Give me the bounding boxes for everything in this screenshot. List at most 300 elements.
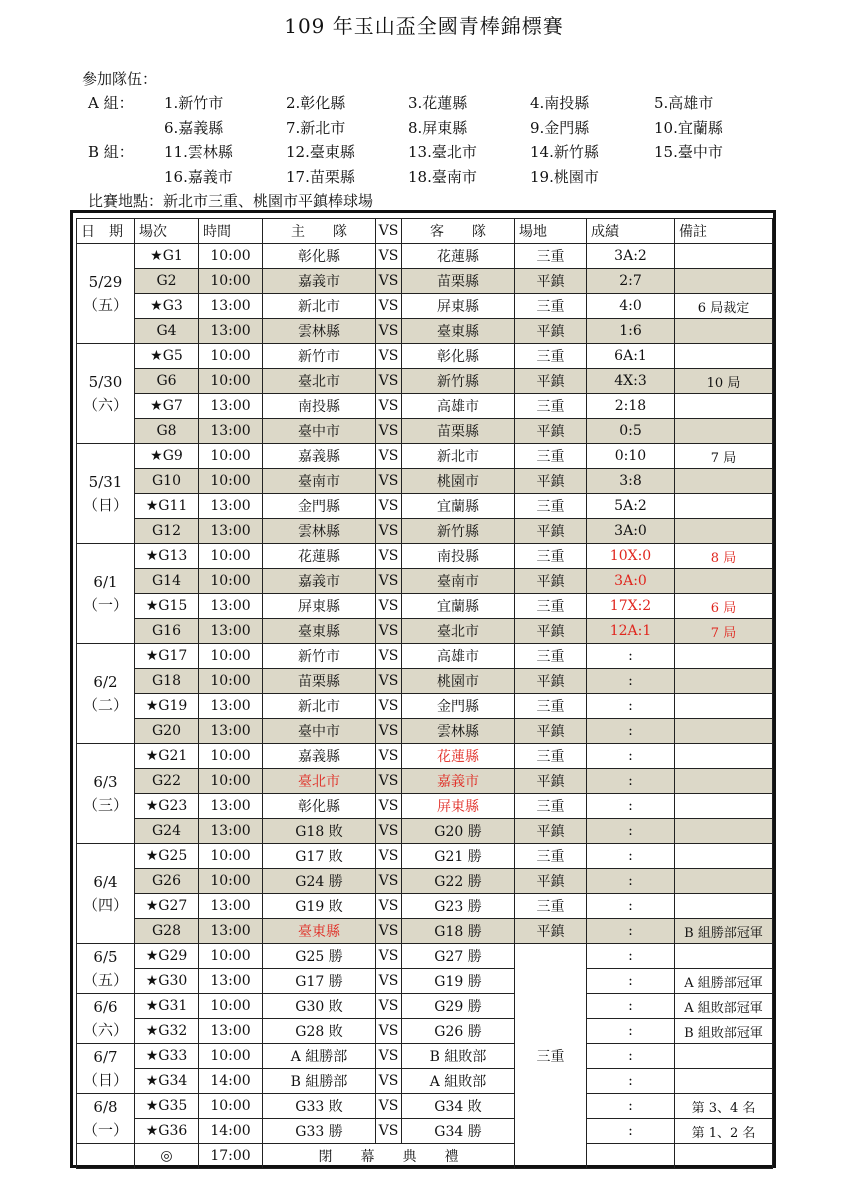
closing-symbol: ◎ (135, 1144, 199, 1169)
field-name: 平鎮 (515, 819, 587, 844)
closing-time: 17:00 (199, 1144, 263, 1169)
game-time: 10:00 (199, 244, 263, 269)
vs-label: VS (376, 544, 402, 569)
team-name: 2.彰化縣 (286, 94, 346, 112)
home-team: 彰化縣 (263, 244, 376, 269)
field-name: 三重 (515, 544, 587, 569)
table-row (77, 419, 773, 444)
table-row (77, 669, 773, 694)
game-score: 2:18 (587, 394, 675, 419)
team-name: 3.花蓮縣 (408, 94, 468, 112)
away-team: 臺東縣 (402, 319, 515, 344)
away-team: G29 勝 (402, 994, 515, 1019)
table-row (77, 244, 773, 269)
away-team: 花蓮縣 (402, 244, 515, 269)
team-name: 4.南投縣 (530, 94, 590, 112)
home-team: 雲林縣 (263, 519, 376, 544)
game-id: ★G17 (135, 644, 199, 669)
field-name-merged: 三重 (515, 944, 587, 1169)
game-id: G2 (135, 269, 199, 294)
away-team: 桃園市 (402, 469, 515, 494)
header-field: 場地 (515, 219, 587, 244)
vs-label: VS (376, 1019, 402, 1044)
game-score: : (587, 1069, 675, 1094)
team-name: 9.金門縣 (530, 118, 590, 137)
team-name: 12.臺東縣 (286, 143, 355, 161)
game-time: 10:00 (199, 944, 263, 969)
group-label: A 組： (88, 94, 134, 112)
game-time: 14:00 (199, 1119, 263, 1144)
away-team: 新北市 (402, 444, 515, 469)
home-team: 苗栗縣 (263, 669, 376, 694)
date-cell (77, 544, 135, 644)
table-row (77, 794, 773, 819)
game-time: 14:00 (199, 1069, 263, 1094)
away-team: G18 勝 (402, 919, 515, 944)
vs-label: VS (376, 344, 402, 369)
game-time: 10:00 (199, 544, 263, 569)
table-row (77, 869, 773, 894)
game-note: B 組勝部冠軍 (675, 919, 773, 944)
vs-label: VS (376, 694, 402, 719)
game-id: ★G33 (135, 1044, 199, 1069)
weekday-text: （日） (82, 1070, 128, 1089)
vs-label: VS (376, 944, 402, 969)
game-note (675, 519, 773, 544)
date-cell (77, 244, 135, 344)
game-time: 13:00 (199, 319, 263, 344)
game-score: : (587, 644, 675, 669)
away-team: G20 勝 (402, 819, 515, 844)
game-id: ★G29 (135, 944, 199, 969)
game-score: : (587, 669, 675, 694)
game-note (675, 1044, 773, 1069)
vs-label: VS (376, 519, 402, 544)
away-team: 宜蘭縣 (402, 494, 515, 519)
table-row (77, 919, 773, 944)
field-name: 三重 (515, 744, 587, 769)
game-note (675, 844, 773, 869)
field-name: 三重 (515, 244, 587, 269)
home-team: B 組勝部 (263, 1069, 376, 1094)
table-row (77, 619, 773, 644)
home-team: G18 敗 (263, 819, 376, 844)
game-score: 6A:1 (587, 344, 675, 369)
field-name: 三重 (515, 344, 587, 369)
table-row (77, 844, 773, 869)
away-team: 臺南市 (402, 569, 515, 594)
game-note (675, 869, 773, 894)
team-name: 7.新北市 (286, 118, 346, 137)
game-note (675, 269, 773, 294)
game-time: 13:00 (199, 694, 263, 719)
away-team: G34 敗 (402, 1094, 515, 1119)
away-team: 高雄市 (402, 644, 515, 669)
game-time: 13:00 (199, 1019, 263, 1044)
weekday-text: （五） (82, 970, 128, 989)
team-name: 15.臺中市 (654, 143, 723, 161)
game-id: G10 (135, 469, 199, 494)
game-id: ★G1 (135, 244, 199, 269)
game-time: 10:00 (199, 569, 263, 594)
table-row (77, 994, 773, 1019)
field-name: 三重 (515, 844, 587, 869)
away-team: 屏東縣 (402, 294, 515, 319)
game-id: ★G34 (135, 1069, 199, 1094)
team-name: 5.高雄市 (654, 94, 714, 112)
field-name: 平鎮 (515, 919, 587, 944)
away-team: 嘉義市 (402, 769, 515, 794)
game-id: G14 (135, 569, 199, 594)
game-time: 10:00 (199, 1044, 263, 1069)
game-note (675, 719, 773, 744)
game-id: G28 (135, 919, 199, 944)
game-score: 3A:0 (587, 569, 675, 594)
date-cell (77, 844, 135, 944)
date-cell (77, 994, 135, 1044)
date-cell (77, 1044, 135, 1094)
game-time: 10:00 (199, 369, 263, 394)
table-row (77, 469, 773, 494)
game-note (675, 319, 773, 344)
field-name: 平鎮 (515, 669, 587, 694)
game-score: : (587, 969, 675, 994)
date-cell (77, 744, 135, 844)
game-score: 3A:0 (587, 519, 675, 544)
table-header-row (77, 219, 773, 244)
field-name: 三重 (515, 644, 587, 669)
header-time: 時間 (199, 219, 263, 244)
home-team: G33 勝 (263, 1119, 376, 1144)
game-score: : (587, 919, 675, 944)
game-score: : (587, 869, 675, 894)
field-name: 三重 (515, 594, 587, 619)
vs-label: VS (376, 269, 402, 294)
game-score: : (587, 1119, 675, 1144)
away-team: G27 勝 (402, 944, 515, 969)
field-name: 平鎮 (515, 319, 587, 344)
home-team: 臺中市 (263, 419, 376, 444)
game-time: 13:00 (199, 519, 263, 544)
weekday-text: （一） (82, 1120, 128, 1139)
game-note (675, 769, 773, 794)
away-team: G22 勝 (402, 869, 515, 894)
vs-label: VS (376, 419, 402, 444)
table-row (77, 644, 773, 669)
vs-label: VS (376, 719, 402, 744)
vs-label: VS (376, 469, 402, 494)
game-time: 10:00 (199, 269, 263, 294)
home-team: 花蓮縣 (263, 544, 376, 569)
date-text: 5/29 (88, 272, 123, 291)
table-row (77, 1094, 773, 1119)
game-id: ★G30 (135, 969, 199, 994)
date-text: 6/4 (93, 872, 118, 891)
vs-label: VS (376, 644, 402, 669)
header-home: 主 隊 (263, 219, 376, 244)
field-name: 平鎮 (515, 769, 587, 794)
game-score: : (587, 1019, 675, 1044)
game-id: G8 (135, 419, 199, 444)
home-team: G19 敗 (263, 894, 376, 919)
away-team: 高雄市 (402, 394, 515, 419)
team-name: 8.屏東縣 (408, 118, 468, 137)
game-time: 10:00 (199, 994, 263, 1019)
game-note: 7 局 (675, 619, 773, 644)
game-id: ★G3 (135, 294, 199, 319)
game-score: 17X:2 (587, 594, 675, 619)
weekday-text: （二） (82, 695, 128, 714)
game-id: ★G7 (135, 394, 199, 419)
game-id: ★G25 (135, 844, 199, 869)
away-team: 金門縣 (402, 694, 515, 719)
header-note: 備註 (675, 219, 773, 244)
away-team: 屏東縣 (402, 794, 515, 819)
table-row (77, 444, 773, 469)
game-time: 13:00 (199, 794, 263, 819)
game-score: : (587, 844, 675, 869)
table-row (77, 819, 773, 844)
vs-label: VS (376, 1094, 402, 1119)
field-name: 平鎮 (515, 269, 587, 294)
game-id: G4 (135, 319, 199, 344)
vs-label: VS (376, 369, 402, 394)
game-score: 4X:3 (587, 369, 675, 394)
table-row (77, 1019, 773, 1044)
closing-score-empty (587, 1144, 675, 1169)
game-time: 10:00 (199, 869, 263, 894)
away-team: G34 勝 (402, 1119, 515, 1144)
table-row (77, 569, 773, 594)
field-name: 平鎮 (515, 419, 587, 444)
game-time: 13:00 (199, 619, 263, 644)
field-name: 三重 (515, 444, 587, 469)
date-cell (77, 1094, 135, 1144)
table-row (77, 294, 773, 319)
game-score: 4:0 (587, 294, 675, 319)
game-time: 10:00 (199, 769, 263, 794)
field-name: 三重 (515, 494, 587, 519)
group-label: B 組： (88, 143, 134, 161)
table-row (77, 594, 773, 619)
home-team: 臺北市 (263, 369, 376, 394)
game-score: : (587, 719, 675, 744)
game-time: 13:00 (199, 419, 263, 444)
game-time: 13:00 (199, 719, 263, 744)
game-id: ★G36 (135, 1119, 199, 1144)
game-note (675, 744, 773, 769)
table-row (77, 744, 773, 769)
team-name: 10.宜蘭縣 (654, 118, 723, 137)
game-id: G18 (135, 669, 199, 694)
page-title: 109 年玉山盃全國青棒錦標賽 (284, 14, 564, 38)
field-name: 三重 (515, 894, 587, 919)
vs-label: VS (376, 894, 402, 919)
schedule-table (76, 218, 773, 1169)
game-note (675, 244, 773, 269)
game-id: ★G21 (135, 744, 199, 769)
game-id: ★G19 (135, 694, 199, 719)
away-team: 花蓮縣 (402, 744, 515, 769)
game-score: : (587, 1044, 675, 1069)
home-team: 新北市 (263, 694, 376, 719)
field-name: 平鎮 (515, 619, 587, 644)
game-note (675, 894, 773, 919)
game-time: 10:00 (199, 1094, 263, 1119)
game-time: 10:00 (199, 844, 263, 869)
home-team: 臺東縣 (263, 619, 376, 644)
home-team: 臺南市 (263, 469, 376, 494)
game-time: 13:00 (199, 819, 263, 844)
game-time: 10:00 (199, 344, 263, 369)
field-name: 平鎮 (515, 569, 587, 594)
game-id: ★G23 (135, 794, 199, 819)
away-team: A 組敗部 (402, 1069, 515, 1094)
table-row (77, 944, 773, 969)
game-id: ★G35 (135, 1094, 199, 1119)
table-row (77, 519, 773, 544)
away-team: G19 勝 (402, 969, 515, 994)
game-score: 12A:1 (587, 619, 675, 644)
vs-label: VS (376, 969, 402, 994)
date-cell (77, 444, 135, 544)
vs-label: VS (376, 794, 402, 819)
game-id: ★G15 (135, 594, 199, 619)
game-time: 13:00 (199, 969, 263, 994)
date-cell (77, 644, 135, 744)
table-row (77, 1119, 773, 1144)
game-time: 13:00 (199, 294, 263, 319)
home-team: 雲林縣 (263, 319, 376, 344)
game-note: 6 局 (675, 594, 773, 619)
home-team: G17 敗 (263, 844, 376, 869)
weekday-text: （六） (82, 1020, 128, 1039)
game-id: G16 (135, 619, 199, 644)
participants-label: 參加隊伍： (82, 70, 158, 88)
closing-label: 閉 幕 典 禮 (263, 1144, 515, 1169)
game-time: 13:00 (199, 394, 263, 419)
home-team: G25 勝 (263, 944, 376, 969)
vs-label: VS (376, 994, 402, 1019)
away-team: G21 勝 (402, 844, 515, 869)
home-team: G28 敗 (263, 1019, 376, 1044)
field-name: 三重 (515, 794, 587, 819)
game-time: 13:00 (199, 919, 263, 944)
table-row (77, 494, 773, 519)
table-row (77, 769, 773, 794)
table-row (77, 1044, 773, 1069)
game-note (675, 494, 773, 519)
vs-label: VS (376, 444, 402, 469)
game-note: A 組敗部冠軍 (675, 994, 773, 1019)
closing-note-empty (675, 1144, 773, 1169)
home-team: 臺東縣 (263, 919, 376, 944)
game-score: : (587, 694, 675, 719)
game-note (675, 819, 773, 844)
game-score: : (587, 819, 675, 844)
game-time: 13:00 (199, 594, 263, 619)
game-score: : (587, 994, 675, 1019)
game-id: ★G5 (135, 344, 199, 369)
date-text: 6/8 (93, 1097, 118, 1116)
game-id: G22 (135, 769, 199, 794)
game-score: 0:10 (587, 444, 675, 469)
team-name: 17.苗栗縣 (286, 167, 355, 186)
field-name: 平鎮 (515, 719, 587, 744)
game-time: 10:00 (199, 744, 263, 769)
away-team: 苗栗縣 (402, 269, 515, 294)
game-time: 10:00 (199, 469, 263, 494)
home-team: 嘉義市 (263, 269, 376, 294)
vs-label: VS (376, 319, 402, 344)
team-name: 11.雲林縣 (164, 143, 233, 161)
game-time: 10:00 (199, 444, 263, 469)
date-text: 5/31 (88, 472, 123, 491)
game-id: G26 (135, 869, 199, 894)
vs-label: VS (376, 844, 402, 869)
game-note (675, 569, 773, 594)
home-team: 嘉義縣 (263, 744, 376, 769)
header-vs: VS (376, 219, 402, 244)
weekday-text: （三） (82, 795, 128, 814)
date-cell (77, 344, 135, 444)
field-name: 三重 (515, 394, 587, 419)
field-name: 平鎮 (515, 469, 587, 494)
game-score: 3A:2 (587, 244, 675, 269)
date-text: 6/7 (93, 1047, 118, 1066)
date-cell (77, 944, 135, 994)
closing-row (77, 1144, 773, 1169)
home-team: G33 敗 (263, 1094, 376, 1119)
vs-label: VS (376, 394, 402, 419)
date-cell-empty (77, 1144, 135, 1169)
header-date: 日 期 (77, 219, 135, 244)
game-note: 10 局 (675, 369, 773, 394)
weekday-text: （五） (82, 295, 128, 314)
table-row (77, 369, 773, 394)
game-note (675, 669, 773, 694)
vs-label: VS (376, 244, 402, 269)
home-team: 臺北市 (263, 769, 376, 794)
vs-label: VS (376, 744, 402, 769)
field-name: 三重 (515, 694, 587, 719)
vs-label: VS (376, 1069, 402, 1094)
away-team: 南投縣 (402, 544, 515, 569)
date-text: 6/2 (93, 672, 118, 691)
game-note (675, 344, 773, 369)
vs-label: VS (376, 294, 402, 319)
game-score: 5A:2 (587, 494, 675, 519)
home-team: 金門縣 (263, 494, 376, 519)
home-team: 臺中市 (263, 719, 376, 744)
header-game: 場次 (135, 219, 199, 244)
game-score: 10X:0 (587, 544, 675, 569)
away-team: 宜蘭縣 (402, 594, 515, 619)
game-time: 13:00 (199, 894, 263, 919)
game-note (675, 394, 773, 419)
venue-label: 比賽地點：新北市三重、桃園市平鎮棒球場 (88, 192, 374, 210)
home-team: 南投縣 (263, 394, 376, 419)
game-score: : (587, 794, 675, 819)
away-team: 新竹縣 (402, 369, 515, 394)
date-text: 5/30 (88, 372, 123, 391)
game-note: A 組勝部冠軍 (675, 969, 773, 994)
game-note (675, 644, 773, 669)
vs-label: VS (376, 619, 402, 644)
game-id: G6 (135, 369, 199, 394)
table-row (77, 1069, 773, 1094)
game-score: : (587, 769, 675, 794)
